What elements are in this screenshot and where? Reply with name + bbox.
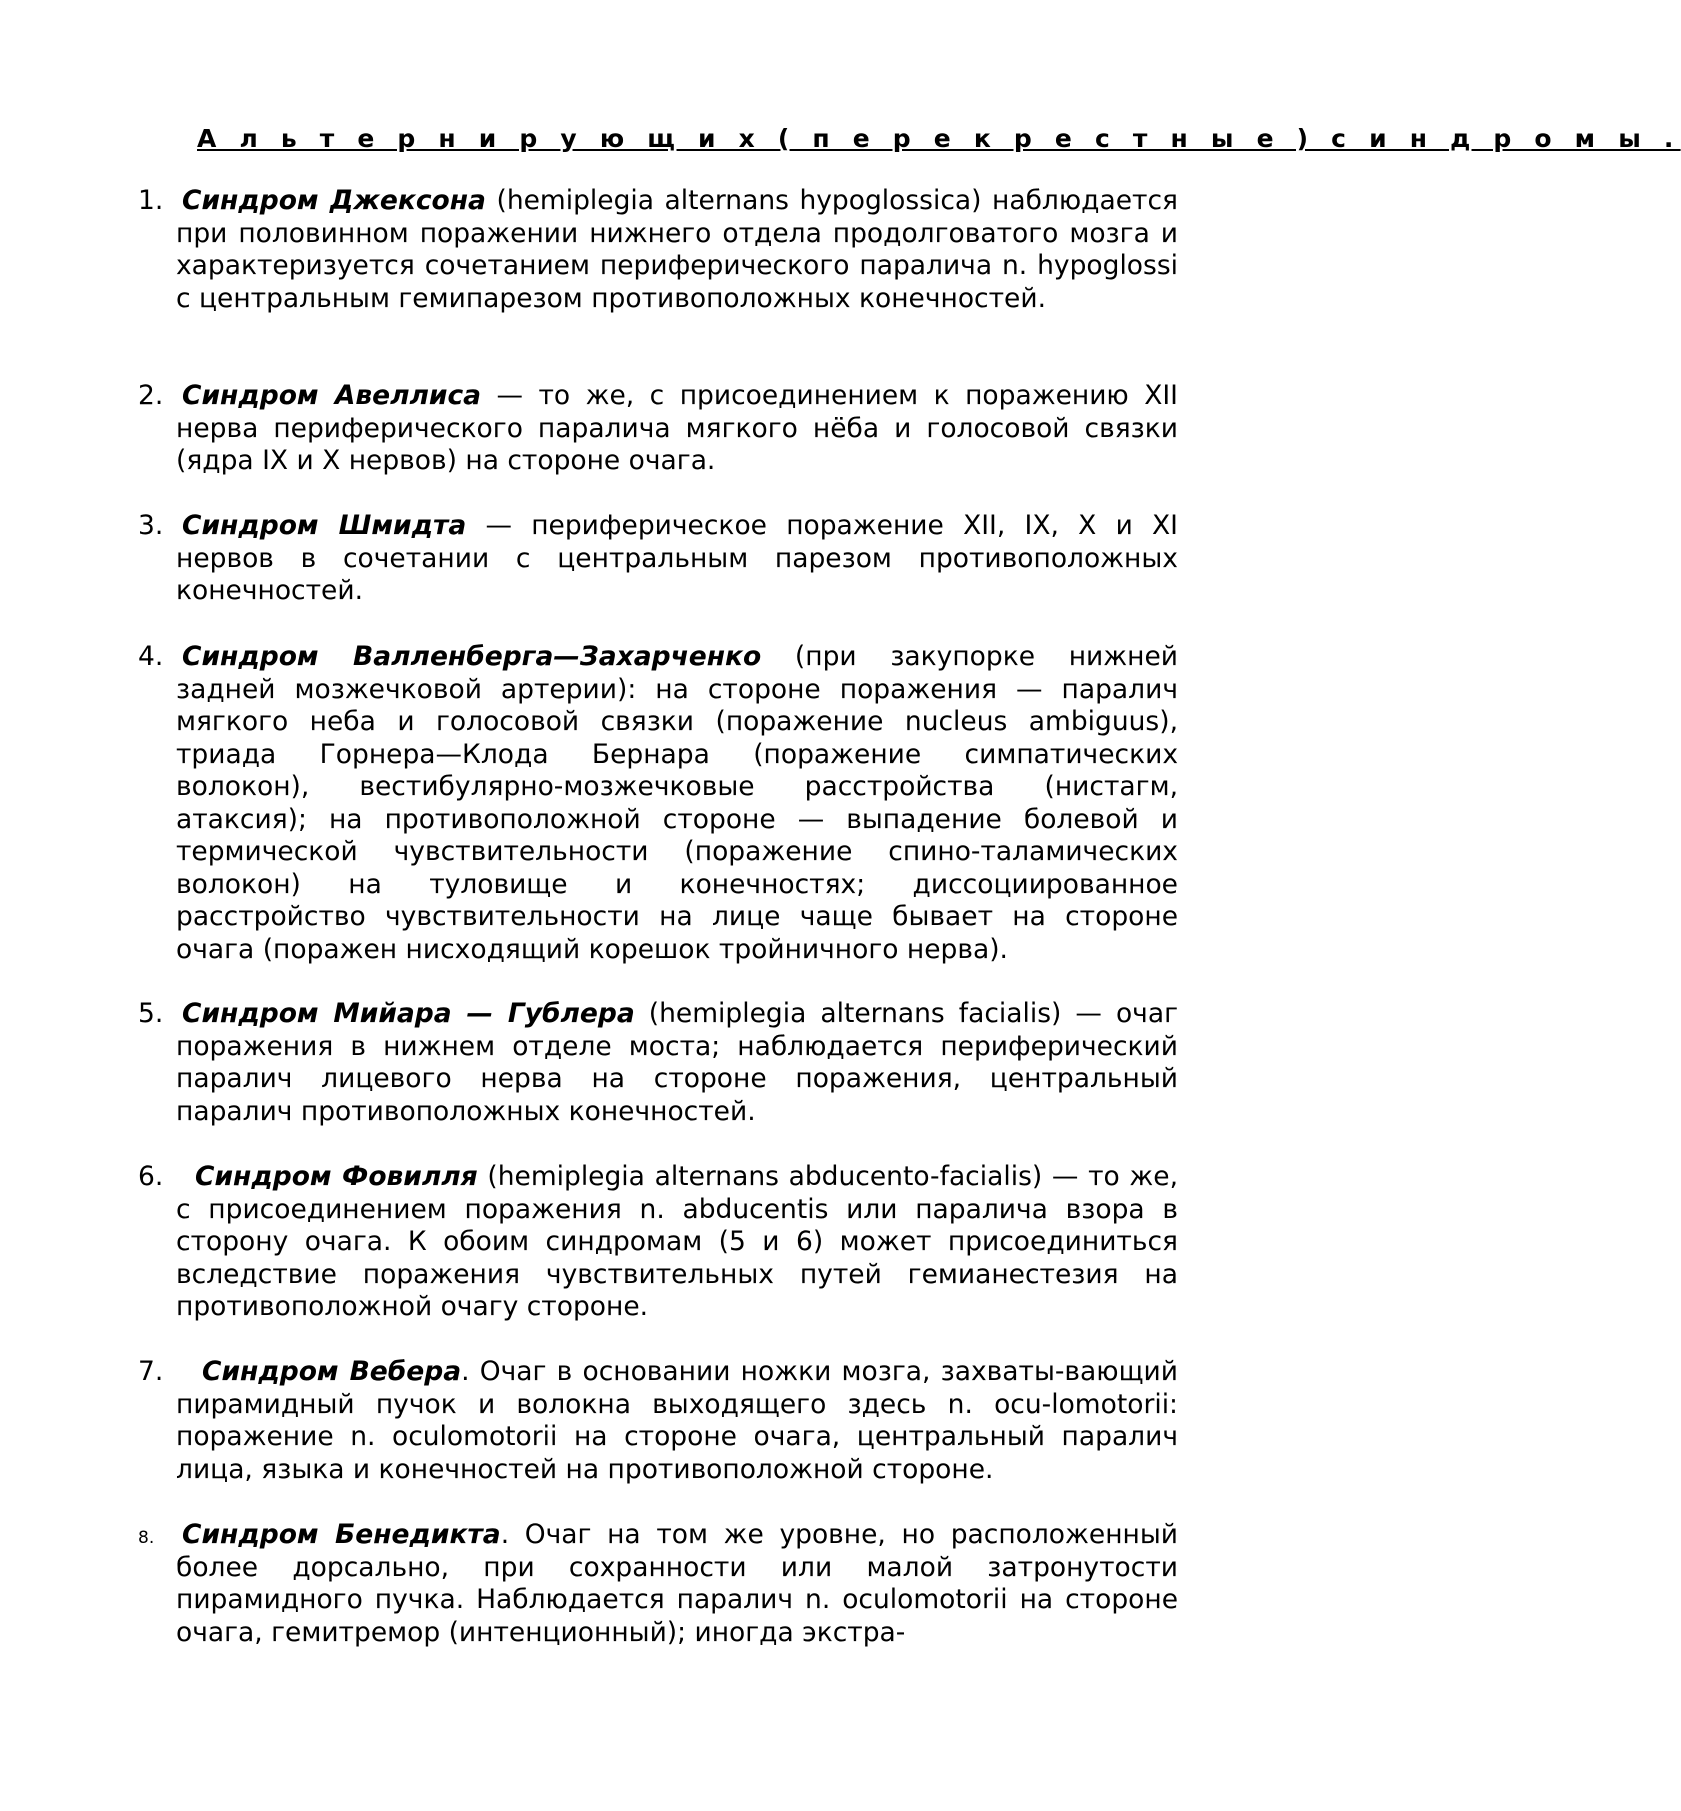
syndrome-name: Синдром Валленберга—Захарченко xyxy=(182,641,762,672)
item-description: . Очаг на том же уровне, но расположенный более дорсально, при сохранности или малой затронутости пирамидного пучка. Наблюдается паралич n. oculomotorii на стороне очага, гемитремор (интенционный); иногда экстра- xyxy=(176,1519,1178,1648)
syndrome-name: Синдром Фовилля xyxy=(195,1161,478,1192)
item-number: 2. xyxy=(138,380,164,411)
item-body xyxy=(176,998,1178,1128)
list-item xyxy=(138,1519,1178,1649)
item-number: 5. xyxy=(138,998,164,1029)
item-body xyxy=(176,510,1178,608)
syndrome-name: Синдром Бенедикта xyxy=(182,1519,501,1550)
list-item xyxy=(138,510,1178,608)
item-number: 7. xyxy=(138,1356,164,1387)
syndrome-name: Синдром Авеллиса xyxy=(182,380,482,411)
item-description: (при закупорке нижней задней мозжечковой артерии): на стороне поражения — паралич мягкого неба и голосовой связки (поражение nucleus ambiguus), триада Горнера—Клода Бернара (поражение симпатических волокон), вестибулярно-мозжечковые расстройства (нистагм, атаксия); на противоположной стороне — выпадение болевой и термической чувствительности (поражение спино-таламических волокон) на туловище и конечностях; диссоциированное расстройство чувствительности на лице чаще бывает на стороне очага (поражен нисходящий корешок тройничного нерва). xyxy=(176,641,1178,965)
item-description: (hemiplegia alternans abducento-facialis) — то же, с присоединением поражения n. abducentis или паралича взора в сторону очага. К обоим синдромам (5 и 6) может присоединиться вследствие поражения чувствительных путей гемианестезия на противоположной очагу стороне. xyxy=(176,1161,1178,1322)
item-description: — то же, с присоединением к поражению XII нерва периферического паралича мягкого нёба и голосовой связки (ядра IX и X нервов) на стороне очага. xyxy=(176,380,1178,476)
syndrome-name: Синдром Шмидта xyxy=(182,510,467,541)
item-number: 3. xyxy=(138,510,164,541)
item-description: (hemiplegia alternans hypoglossica) наблюдается при половинном поражении нижнего отдела продолговатого мозга и характеризуется сочетанием периферического паралича n. hypoglossi с центральным гемипарезом противоположных конечностей. xyxy=(176,185,1178,314)
list-item xyxy=(138,1356,1178,1486)
item-number: 1. xyxy=(138,185,164,216)
item-body xyxy=(176,185,1178,315)
list-item xyxy=(138,641,1178,966)
document-title: А л ь т е р н и р у ю щ и х ( п е р е к р е с т н ы е ) с и н д р о м ы . xyxy=(197,124,1681,153)
item-body xyxy=(176,641,1178,966)
list-item xyxy=(138,1161,1178,1324)
item-number: 4. xyxy=(138,641,164,672)
item-number: 8. xyxy=(138,1528,155,1548)
syndrome-name: Синдром Джексона xyxy=(182,185,486,216)
syndrome-name: Синдром Вебера xyxy=(202,1356,462,1387)
item-description: . Очаг в основании ножки мозга, захваты-вающий пирамидный пучок и волокна выходящего здесь n. ocu-lomotorii: поражение n. oculomotorii на стороне очага, центральный паралич лица, языка и конечностей на противоположной стороне. xyxy=(176,1356,1178,1485)
item-body xyxy=(176,1519,1178,1649)
list-item xyxy=(138,185,1178,315)
item-body xyxy=(176,1356,1178,1486)
item-number: 6. xyxy=(138,1161,164,1192)
list-item xyxy=(138,380,1178,478)
item-body xyxy=(176,1161,1178,1324)
item-description: (hemiplegia alternans facialis) — очаг поражения в нижнем отделе моста; наблюдается периферический паралич лицевого нерва на стороне поражения, центральный паралич противоположных конечностей. xyxy=(176,998,1178,1127)
syndrome-name: Синдром Мийара — Гублера xyxy=(182,998,635,1029)
list-item xyxy=(138,998,1178,1128)
item-description: — периферическое поражение XII, IX, X и XI нервов в сочетании с центральным парезом противоположных конечностей. xyxy=(176,510,1178,606)
item-body xyxy=(176,380,1178,478)
